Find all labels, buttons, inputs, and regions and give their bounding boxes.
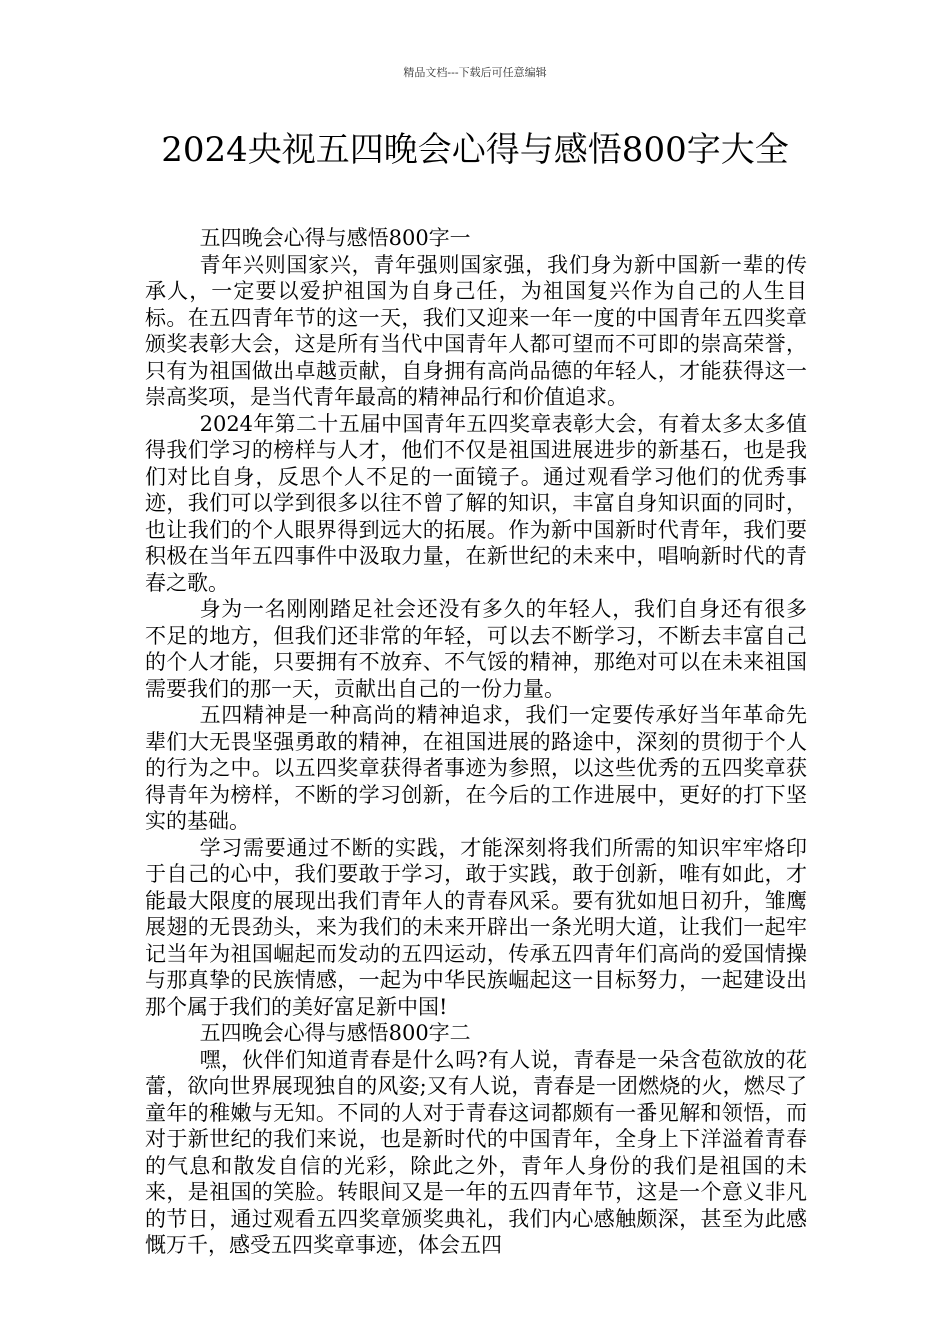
section-heading-2: 五四晚会心得与感悟800字二	[199, 1021, 471, 1045]
document-title: 2024央视五四晚会心得与感悟800字大全	[161, 130, 789, 170]
page-header-note: 精品文档---下载后可任意编辑	[403, 66, 547, 79]
document-body	[145, 225, 807, 1259]
paragraph: 学习需要通过不断的实践，才能深刻将我们所需的知识牢牢烙印于自己的心中，我们要敢于学习，敢于实践，敢于创新，唯有如此，才能最大限度的展现出我们青年人的青春风采。要有犹如旭日初升，雏鹰展翅的无畏劲头，来为我们的未来开辟出一条光明大道，让我们一起牢记当年为祖国崛起而发动的五四运动，传承五四青年们高尚的爱国情操与那真挚的民族情感，一起为中华民族崛起这一目标努力，一起建设出那个属于我们的美好富足新中国!	[145, 835, 807, 1019]
paragraph: 青年兴则国家兴，青年强则国家强，我们身为新中国新一辈的传承人，一定要以爱护祖国为自身己任，为祖国复兴作为自己的人生目标。在五四青年节的这一天，我们又迎来一年一度的中国青年五四奖章颁奖表彰大会，这是所有当代中国青年人都可望而不可即的崇高荣誉，只有为祖国做出卓越贡献，自身拥有高尚品德的年轻人，才能获得这一崇高奖项，是当代青年最高的精神品行和价值追求。	[145, 252, 807, 409]
section-heading-1: 五四晚会心得与感悟800字一	[199, 226, 471, 250]
paragraph: 身为一名刚刚踏足社会还没有多久的年轻人，我们自身还有很多不足的地方，但我们还非常的年轻，可以去不断学习，不断去丰富自己的个人才能，只要拥有不放弃、不气馁的精神，那绝对可以在未来祖国需要我们的那一天，贡献出自己的一份力量。	[145, 597, 807, 701]
paragraph: 嘿，伙伴们知道青春是什么吗?有人说，青春是一朵含苞欲放的花蕾，欲向世界展现独自的风姿;又有人说，青春是一团燃烧的火，燃尽了童年的稚嫩与无知。不同的人对于青春这词都颇有一番见解和领悟，而对于新世纪的我们来说，也是新时代的中国青年，全身上下洋溢着青春的气息和散发自信的光彩，除此之外，青年人身份的我们是祖国的未来，是祖国的笑脸。转眼间又是一年的五四青年节，这是一个意义非凡的节日，通过观看五四奖章颁奖典礼，我们内心感触颇深，甚至为此感慨万千，感受五四奖章事迹，体会五四	[145, 1047, 807, 1257]
paragraph: 五四精神是一种高尚的精神追求，我们一定要传承好当年革命先辈们大无畏坚强勇敢的精神，在祖国进展的路途中，深刻的贯彻于个人的行为之中。以五四奖章获得者事迹为参照，以这些优秀的五四奖章获得青年为榜样，不断的学习创新，在今后的工作进展中，更好的打下坚实的基础。	[145, 703, 807, 833]
paragraph: 2024年第二十五届中国青年五四奖章表彰大会，有着太多太多值得我们学习的榜样与人才，他们不仅是祖国进展进步的新基石，也是我们对比自身，反思个人不足的一面镜子。通过观看学习他们的优秀事迹，我们可以学到很多以往不曾了解的知识，丰富自身知识面的同时，也让我们的个人眼界得到远大的拓展。作为新中国新时代青年，我们要积极在当年五四事件中汲取力量，在新世纪的未来中，唱响新时代的青春之歌。	[145, 411, 807, 595]
